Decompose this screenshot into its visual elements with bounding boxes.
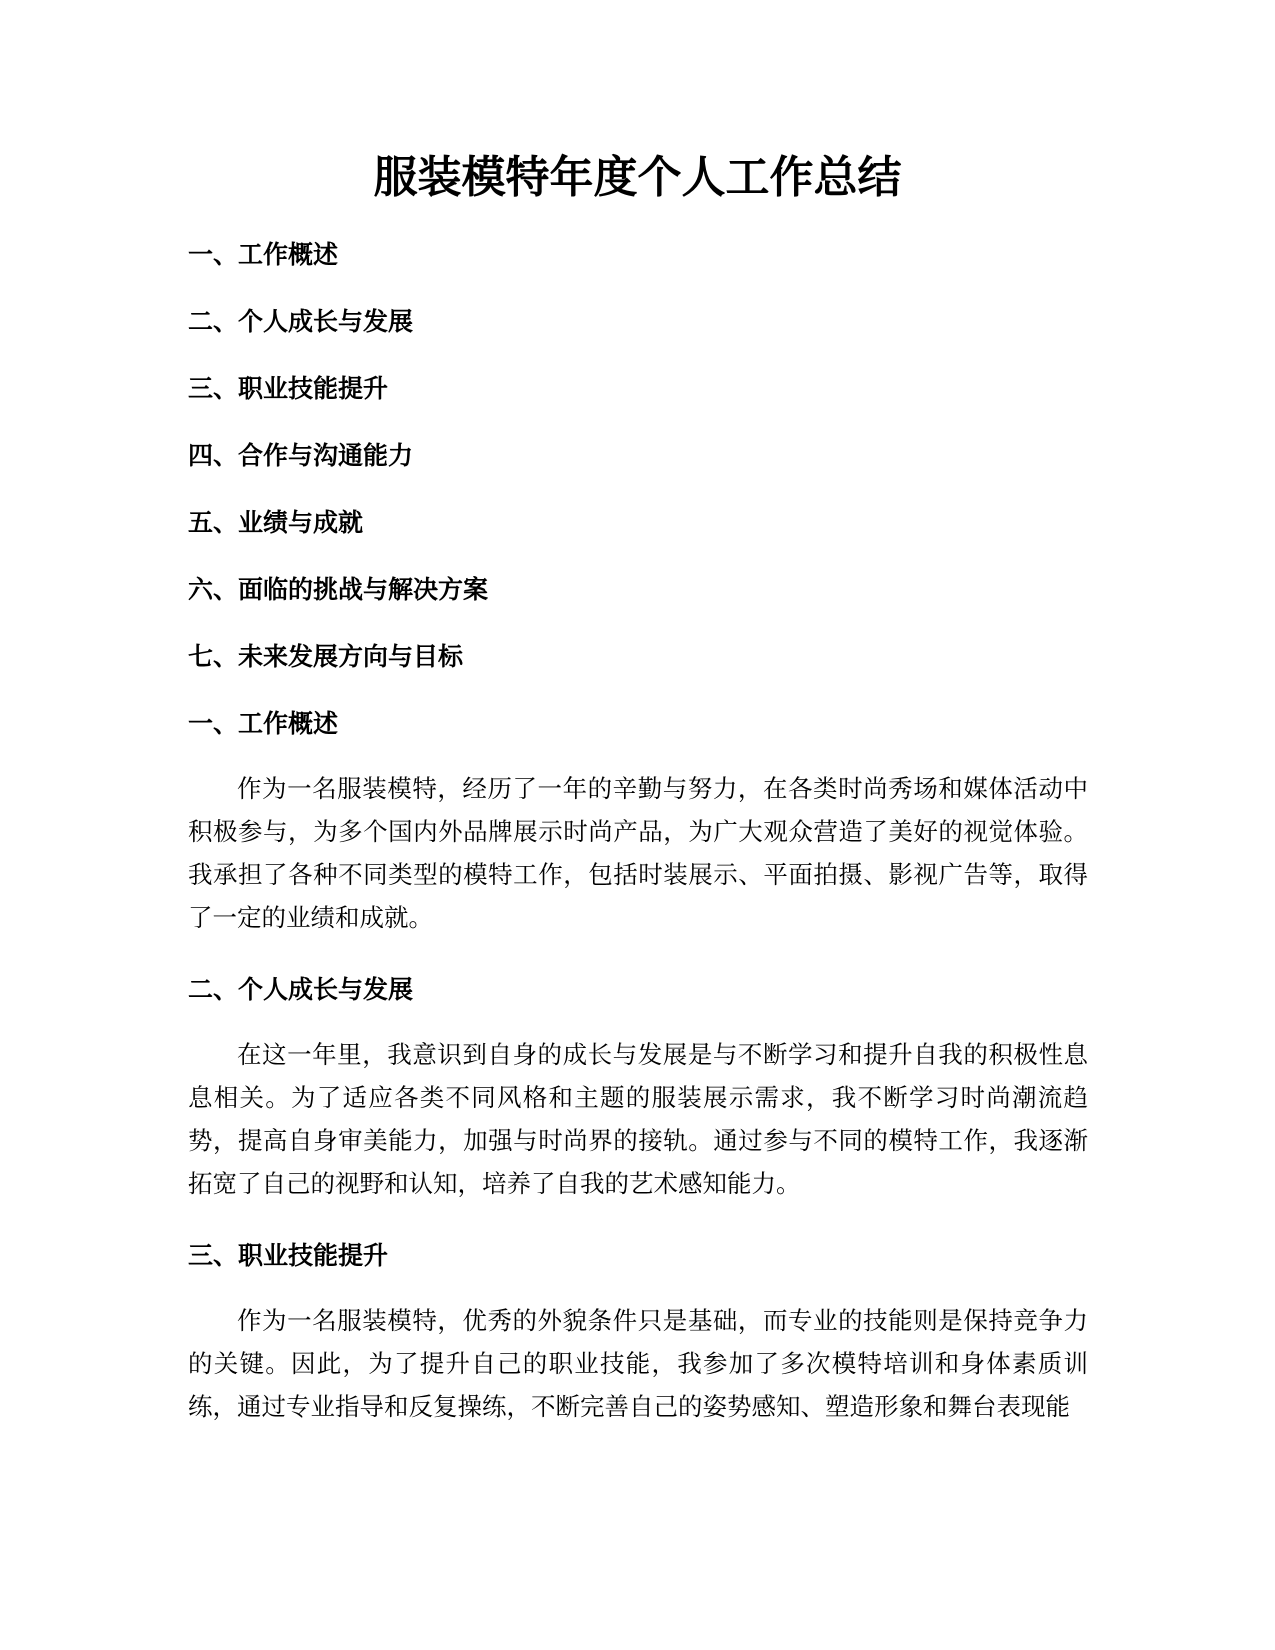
section-heading: 一、工作概述 <box>188 709 339 738</box>
section-paragraph: 作为一名服装模特，优秀的外貌条件只是基础，而专业的技能则是保持竞争力的关键。因此，为了提升自己的职业技能，我参加了多次模特培训和身体素质训练，通过专业指导和反复操练，不断完善自己的姿势感知、塑造形象和舞台表现能 <box>188 1306 1088 1421</box>
section-heading: 三、职业技能提升 <box>188 1241 389 1270</box>
toc-item: 三、职业技能提升 <box>188 374 389 403</box>
toc-item: 六、面临的挑战与解决方案 <box>188 575 489 604</box>
section-paragraph: 作为一名服装模特，经历了一年的辛勤与努力，在各类时尚秀场和媒体活动中积极参与，为多个国内外品牌展示时尚产品，为广大观众营造了美好的视觉体验。我承担了各种不同类型的模特工作，包括时装展示、平面拍摄、影视广告等，取得了一定的业绩和成就。 <box>188 774 1088 932</box>
section-personal-growth <box>188 973 1088 1205</box>
section-paragraph: 在这一年里，我意识到自身的成长与发展是与不断学习和提升自我的积极性息息相关。为了适应各类不同风格和主题的服装展示需求，我不断学习时尚潮流趋势，提高自身审美能力，加强与时尚界的接轨。通过参与不同的模特工作，我逐渐拓宽了自己的视野和认知，培养了自我的艺术感知能力。 <box>188 1040 1088 1198</box>
toc-item: 五、业绩与成就 <box>188 508 364 537</box>
toc-item: 四、合作与沟通能力 <box>188 441 414 470</box>
toc-item: 一、工作概述 <box>188 240 339 269</box>
table-of-contents <box>188 238 1088 707</box>
toc-item: 七、未来发展方向与目标 <box>188 642 464 671</box>
section-heading: 二、个人成长与发展 <box>188 975 414 1004</box>
toc-item: 二、个人成长与发展 <box>188 307 414 336</box>
document-title: 服装模特年度个人工作总结 <box>373 152 902 203</box>
section-work-overview <box>188 707 1088 939</box>
section-skill-improvement <box>188 1239 1088 1428</box>
